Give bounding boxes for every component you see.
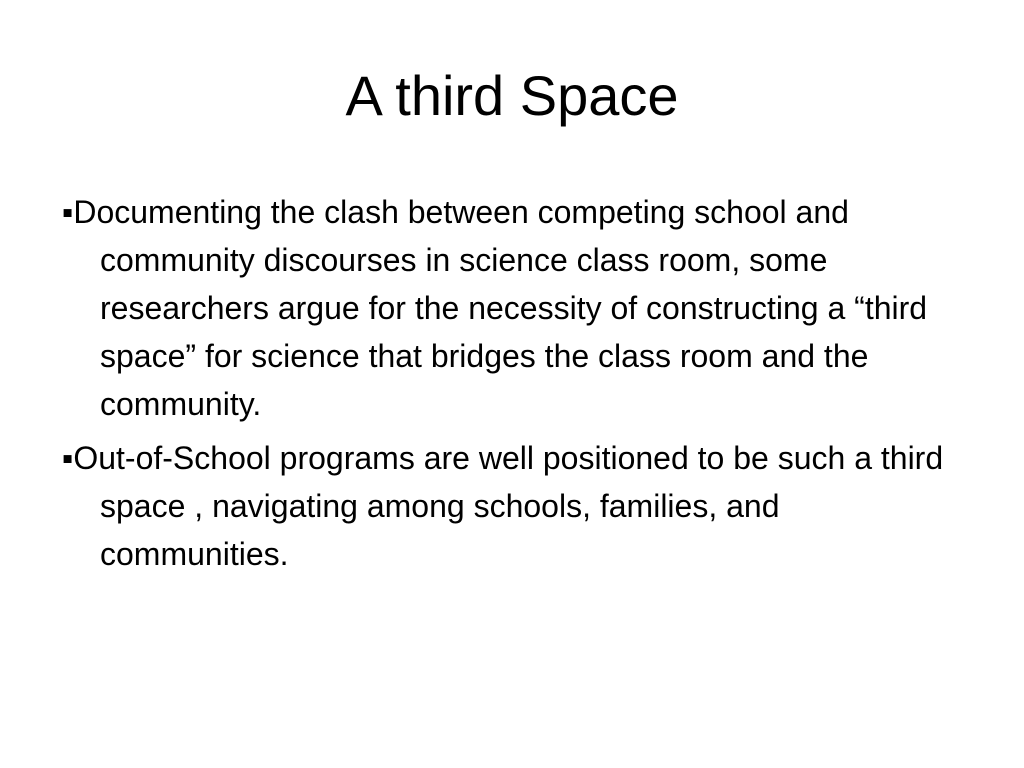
- square-bullet-icon: ▪: [62, 440, 74, 476]
- bullet-item-out-of-school: [62, 434, 962, 578]
- bullet-text: Documenting the clash between competing school and community discourses in science class room, some researchers argue for the necessity of constructing a “third space” for science that bridges the class room and the community.: [73, 194, 928, 422]
- bullet-list: [62, 188, 962, 578]
- square-bullet-icon: ▪: [62, 194, 74, 230]
- slide-title: A third Space: [345, 64, 679, 127]
- bullet-text: Out-of-School programs are well positioned to be such a third space , navigating among schools, families, and communities.: [73, 440, 944, 572]
- bullet-item-documenting: [62, 188, 962, 428]
